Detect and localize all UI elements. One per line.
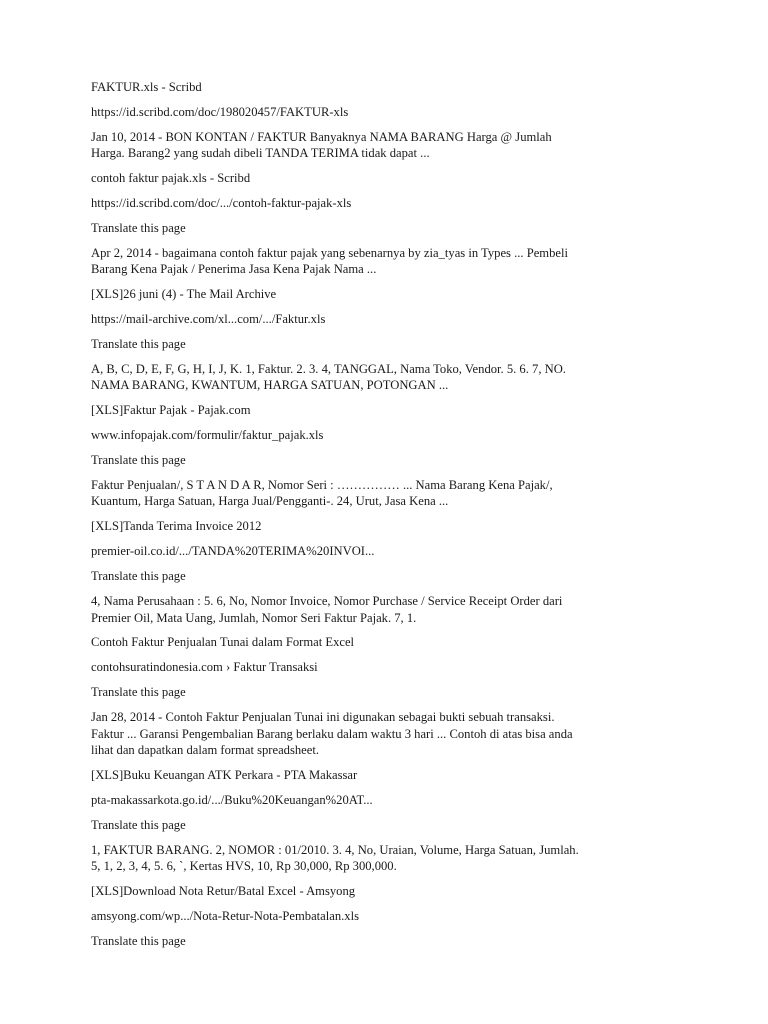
search-result bbox=[91, 286, 691, 394]
result-title[interactable]: [XLS]Buku Keuangan ATK Perkara - PTA Makassar bbox=[91, 767, 358, 782]
result-url[interactable]: pta-makassarkota.go.id/.../Buku%20Keuangan%20AT... bbox=[91, 792, 373, 807]
result-snippet bbox=[91, 709, 691, 759]
snippet-line: Jan 10, 2014 - BON KONTAN / FAKTUR Banyaknya NAMA BARANG Harga @ Jumlah bbox=[91, 129, 552, 144]
snippet-line: Apr 2, 2014 - bagaimana contoh faktur pajak yang sebenarnya by zia_tyas in Types ... Pembeli bbox=[91, 245, 568, 260]
result-snippet bbox=[91, 361, 691, 394]
result-title[interactable]: [XLS]Tanda Terima Invoice 2012 bbox=[91, 519, 262, 534]
snippet-line: 5, 1, 2, 3, 4, 5. 6, `, Kertas HVS, 10, Rp 30,000, Rp 300,000. bbox=[91, 859, 397, 874]
result-title[interactable]: FAKTUR.xls - Scribd bbox=[91, 80, 202, 94]
snippet-line: Kuantum, Harga Satuan, Harga Jual/Pengganti-. 24, Urut, Jasa Kena ... bbox=[91, 494, 449, 509]
result-snippet bbox=[91, 129, 691, 162]
snippet-line: Faktur ... Garansi Pengembalian Barang berlaku dalam waktu 3 hari ... Contoh di atas bisa anda bbox=[91, 726, 573, 741]
search-result bbox=[91, 79, 691, 162]
result-url[interactable]: https://id.scribd.com/doc/198020457/FAKTUR-xls bbox=[91, 104, 349, 119]
translate-link[interactable]: Translate this page bbox=[91, 933, 186, 948]
result-snippet bbox=[91, 245, 691, 278]
snippet-line: Barang Kena Pajak / Penerima Jasa Kena Pajak Nama ... bbox=[91, 262, 377, 277]
search-result bbox=[91, 518, 691, 626]
translate-link[interactable]: Translate this page bbox=[91, 685, 186, 700]
snippet-line: Jan 28, 2014 - Contoh Faktur Penjualan Tunai ini digunakan sebagai bukti sebuah transaksi. bbox=[91, 710, 555, 725]
snippet-line: 1, FAKTUR BARANG. 2, NOMOR : 01/2010. 3. 4, No, Uraian, Volume, Harga Satuan, Jumlah. bbox=[91, 842, 579, 857]
result-title[interactable]: [XLS]Faktur Pajak - Pajak.com bbox=[91, 403, 251, 418]
result-url[interactable]: amsyong.com/wp.../Nota-Retur-Nota-Pembatalan.xls bbox=[91, 908, 360, 923]
result-title[interactable]: [XLS]Download Nota Retur/Batal Excel - Amsyong bbox=[91, 884, 356, 899]
result-url[interactable]: https://mail-archive.com/xl...com/.../Faktur.xls bbox=[91, 312, 326, 327]
result-url[interactable]: contohsuratindonesia.com › Faktur Transaksi bbox=[91, 660, 318, 675]
translate-link[interactable]: Translate this page bbox=[91, 453, 186, 468]
result-url[interactable]: https://id.scribd.com/doc/.../contoh-faktur-pajak-xls bbox=[91, 196, 352, 211]
search-result bbox=[91, 767, 691, 875]
result-snippet bbox=[91, 477, 691, 510]
translate-link[interactable]: Translate this page bbox=[91, 220, 186, 235]
search-result bbox=[91, 883, 691, 949]
snippet-line: 4, Nama Perusahaan : 5. 6, No, Nomor Invoice, Nomor Purchase / Service Receipt Order dari bbox=[91, 594, 563, 609]
snippet-line: Harga. Barang2 yang sudah dibeli TANDA TERIMA tidak dapat ... bbox=[91, 146, 430, 161]
translate-link[interactable]: Translate this page bbox=[91, 817, 186, 832]
result-snippet bbox=[91, 593, 691, 626]
result-title[interactable]: contoh faktur pajak.xls - Scribd bbox=[91, 171, 251, 186]
result-snippet bbox=[91, 842, 691, 875]
search-result bbox=[91, 634, 691, 758]
translate-link[interactable]: Translate this page bbox=[91, 569, 186, 584]
snippet-line: Premier Oil, Mata Uang, Jumlah, Nomor Seri Faktur Pajak. 7, 1. bbox=[91, 610, 417, 625]
snippet-line: lihat dan dapatkan dalam format spreadsheet. bbox=[91, 743, 319, 758]
result-url[interactable]: www.infopajak.com/formulir/faktur_pajak.xls bbox=[91, 428, 324, 443]
search-result bbox=[91, 402, 691, 510]
snippet-line: Faktur Penjualan/, S T A N D A R, Nomor Seri : …………… ... Nama Barang Kena Pajak/, bbox=[91, 477, 553, 492]
search-results-page bbox=[91, 79, 691, 958]
snippet-line: A, B, C, D, E, F, G, H, I, J, K. 1, Faktur. 2. 3. 4, TANGGAL, Nama Toko, Vendor. 5. 6. 7, NO. bbox=[91, 361, 566, 376]
result-title[interactable]: Contoh Faktur Penjualan Tunai dalam Format Excel bbox=[91, 635, 355, 650]
search-result bbox=[91, 170, 691, 278]
translate-link[interactable]: Translate this page bbox=[91, 337, 186, 352]
result-title[interactable]: [XLS]26 juni (4) - The Mail Archive bbox=[91, 287, 277, 302]
result-url[interactable]: premier-oil.co.id/.../TANDA%20TERIMA%20INVOI... bbox=[91, 544, 375, 559]
snippet-line: NAMA BARANG, KWANTUM, HARGA SATUAN, POTONGAN ... bbox=[91, 378, 449, 393]
